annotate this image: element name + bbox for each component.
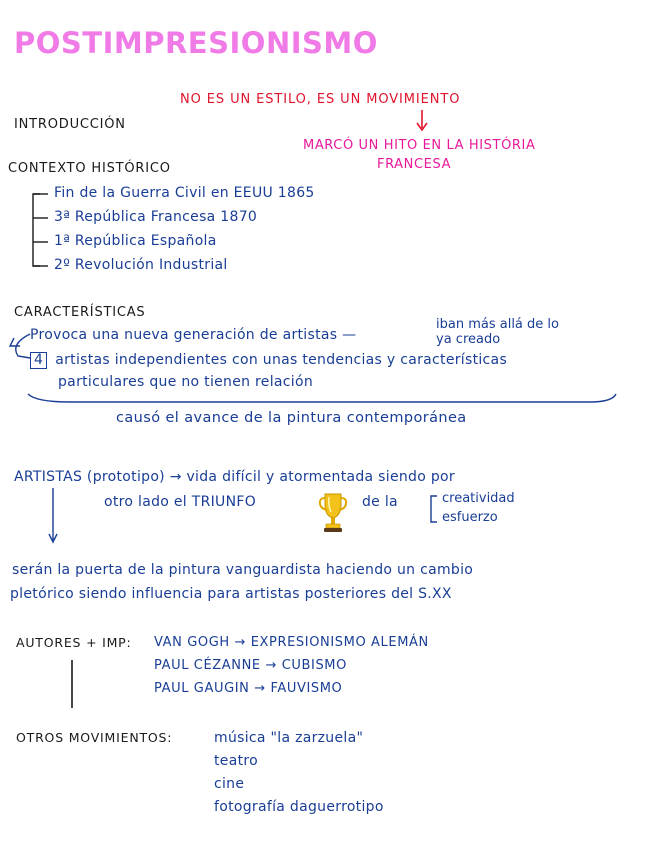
intro-heading: INTRODUCCIÓN — [14, 117, 126, 132]
artists-bracket-item: esfuerzo — [442, 510, 498, 525]
context-item: Fin de la Guerra Civil en EEUU 1865 — [54, 185, 315, 201]
context-item: 3ª República Francesa 1870 — [54, 209, 258, 225]
characteristics-line-3: particulares que no tienen relación — [58, 374, 314, 390]
artists-line-1: ARTISTAS (prototipo) → vida difícil y atormentada siendo por — [14, 469, 455, 485]
other-item: teatro — [214, 753, 258, 769]
characteristics-aside-2: ya creado — [436, 332, 501, 347]
characteristics-heading: CARACTERÍSTICAS — [14, 305, 146, 320]
characteristics-line-1: Provoca una nueva generación de artistas — — [30, 327, 357, 343]
other-item: música "la zarzuela" — [214, 730, 364, 746]
characteristics-conclusion: causó el avance de la pintura contemporánea — [116, 410, 467, 426]
intro-note-red: NO ES UN ESTILO, ES UN MOVIMIENTO — [180, 92, 461, 107]
authors-item: PAUL GAUGIN → FAUVISMO — [154, 681, 343, 696]
context-item: 1ª República Española — [54, 233, 217, 249]
vanguard-line-2: pletórico siendo influencia para artistas posteriores del S.XX — [10, 586, 452, 602]
context-heading: CONTEXTO HISTÓRICO — [8, 161, 171, 176]
artists-line-2a: otro lado el TRIUNFO — [104, 494, 257, 510]
characteristics-aside-1: iban más allá de lo — [436, 317, 559, 332]
authors-item: VAN GOGH → EXPRESIONISMO ALEMÁN — [154, 635, 429, 650]
characteristics-line-2 — [30, 352, 507, 369]
other-heading: OTROS MOVIMIENTOS: — [16, 730, 173, 745]
number-box: 4 — [30, 352, 47, 369]
artists-bracket-item: creatividad — [442, 491, 515, 506]
other-item: cine — [214, 776, 245, 792]
trophy-icon — [318, 490, 348, 534]
authors-heading: AUTORES + IMP: — [16, 635, 132, 650]
intro-note-pink-1: MARCÓ UN HITO EN LA HISTÓRIA — [303, 138, 536, 153]
context-item: 2º Revolución Industrial — [54, 257, 228, 273]
artists-line-2b: de la — [362, 494, 398, 510]
other-item: fotografía daguerrotipo — [214, 799, 384, 815]
characteristics-line-2-text: artistas independientes con unas tendencias y características — [55, 352, 508, 368]
vanguard-line-1: serán la puerta de la pintura vanguardista haciendo un cambio — [12, 562, 474, 578]
intro-note-pink-2: FRANCESA — [377, 157, 452, 172]
authors-item: PAUL CÉZANNE → CUBISMO — [154, 658, 347, 673]
page-title: POSTIMPRESIONISMO — [14, 26, 378, 60]
